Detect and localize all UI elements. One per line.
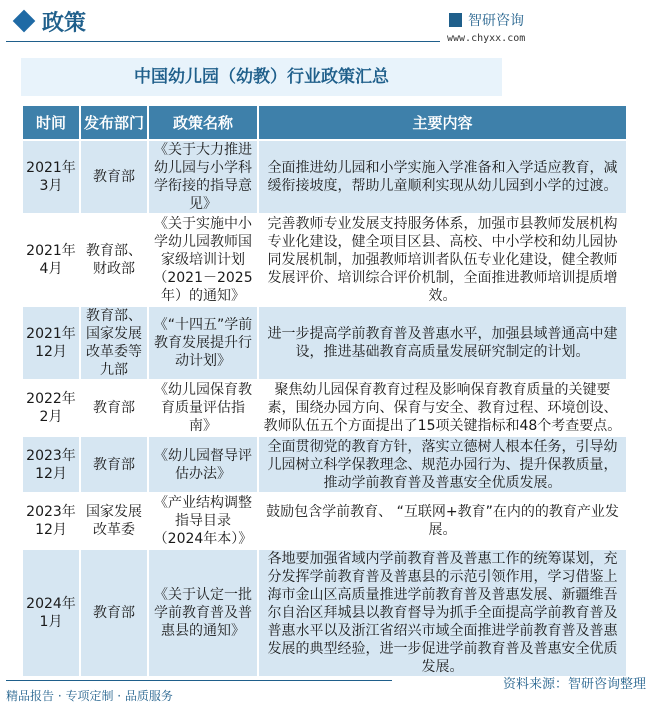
footer-slogan: 精品报告 · 专项定制 · 品质服务 — [6, 689, 173, 703]
cell-dept: 教育部 — [80, 140, 148, 214]
logo-icon — [449, 13, 462, 27]
cell-content: 聚焦幼儿园保育教育过程及影响保育教育质量的关键要素，围绕办园方向、保育与安全、教育过程、环境创设、教师队伍五个方面提出了15项关键指标和48个考查要点。 — [258, 380, 627, 436]
cell-time: 2021年12月 — [22, 306, 80, 380]
cell-dept: 教育部 — [80, 549, 148, 677]
header-divider — [6, 41, 440, 42]
table-row — [22, 140, 627, 214]
cell-dept: 教育部、国家发展改革委等九部 — [80, 306, 148, 380]
table-row — [22, 214, 627, 306]
cell-policy-name: 《关于认定一批学前教育普及普惠县的通知》 — [148, 549, 258, 677]
cell-time: 2021年3月 — [22, 140, 80, 214]
brand-name: 智研咨询 — [468, 13, 524, 29]
source-note: 资料来源：智研咨询整理 — [503, 677, 647, 692]
cell-content: 各地要加强省域内学前教育普及普惠工作的统筹谋划，充分发挥学前教育普及普惠县的示范引领作用，学习借鉴上海市金山区高质量推进学前教育普及普惠发展、新疆维吾尔自治区拜城县以教育督导为抓手全面提高学前教育普及普惠水平以及浙江省绍兴市域全面推进学前教育普及普惠发展的典型经验，进一步促进学前教育普及普惠安全优质发展。 — [258, 549, 627, 677]
table-row — [22, 493, 627, 549]
cell-time: 2021年4月 — [22, 214, 80, 306]
cell-policy-name: 《“十四五”学前教育发展提升行动计划》 — [148, 306, 258, 380]
cell-content: 全面贯彻党的教育方针，落实立德树人根本任务，引导幼儿园树立科学保教理念、规范办园行为、提升保教质量，推动学前教育普及普惠安全优质发展。 — [258, 436, 627, 493]
cell-policy-name: 《关于大力推进幼儿园与小学科学衔接的指导意见》 — [148, 140, 258, 214]
cell-time: 2022年2月 — [22, 380, 80, 436]
cell-dept: 国家发展改革委 — [80, 493, 148, 549]
cell-time: 2024年1月 — [22, 549, 80, 677]
column-header-content: 主要内容 — [258, 105, 627, 140]
diamond-icon — [13, 10, 36, 33]
cell-policy-name: 《关于实施中小学幼儿园教师国家级培训计划（2021－2025年）的通知》 — [148, 214, 258, 306]
table-row — [22, 306, 627, 380]
page-header — [0, 0, 658, 45]
column-header-name: 政策名称 — [148, 105, 258, 140]
table-header-row — [22, 105, 627, 140]
cell-content: 完善教师专业发展支持服务体系，加强市县教师发展机构专业化建设，健全项目区县、高校、中小学校和幼儿园协同发展机制，加强教师培训者队伍专业化建设，健全教师发展评价、培训综合评价机制，全面推进教师培训提质增效。 — [258, 214, 627, 306]
table-row — [22, 549, 627, 677]
policy-table — [21, 104, 628, 678]
table-row — [22, 380, 627, 436]
column-header-dept: 发布部门 — [80, 105, 148, 140]
brand-logo — [449, 10, 524, 30]
cell-policy-name: 《幼儿园督导评估办法》 — [148, 436, 258, 493]
column-header-time: 时间 — [22, 105, 80, 140]
cell-policy-name: 《幼儿园保育教育质量评估指南》 — [148, 380, 258, 436]
cell-dept: 教育部 — [80, 436, 148, 493]
section-title: 政策 — [42, 11, 87, 36]
cell-time: 2023年12月 — [22, 493, 80, 549]
cell-content: 全面推进幼儿园和小学实施入学准备和入学适应教育，减缓衔接坡度，帮助儿童顺利实现从幼儿园到小学的过渡。 — [258, 140, 627, 214]
cell-dept: 教育部、财政部 — [80, 214, 148, 306]
table-row — [22, 436, 627, 493]
brand-url: www.chyxx.com — [447, 33, 526, 44]
footer-divider — [6, 680, 392, 681]
table-title: 中国幼儿园（幼教）行业政策汇总 — [21, 58, 502, 96]
cell-time: 2023年12月 — [22, 436, 80, 493]
cell-policy-name: 《产业结构调整指导目录（2024年本）》 — [148, 493, 258, 549]
cell-content: 进一步提高学前教育普及普惠水平，加强县域普通高中建设，推进基础教育高质量发展研究制定的计划。 — [258, 306, 627, 380]
cell-dept: 教育部 — [80, 380, 148, 436]
cell-content: 鼓励包含学前教育、 “互联网+教育”在内的的教育产业发展。 — [258, 493, 627, 549]
